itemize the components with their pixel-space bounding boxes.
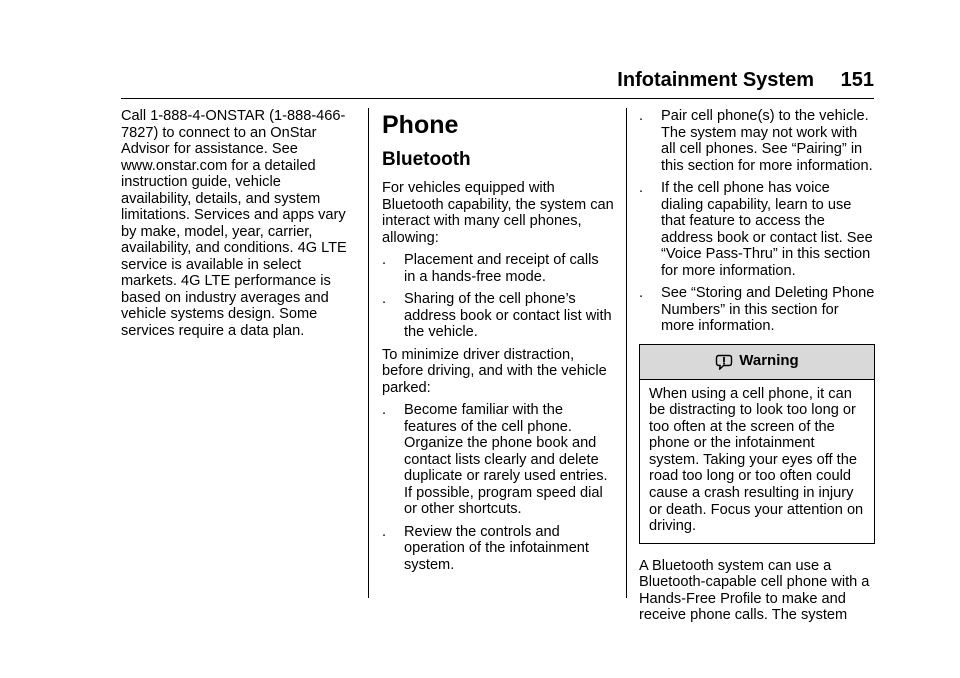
warning-icon [715,353,733,371]
column-middle [382,108,614,579]
column-left [121,108,353,339]
bullet-mark: . [382,402,387,418]
list-item [639,180,875,279]
list-item-text: See “Storing and Deleting Phone Numbers” in this section for more information. [661,285,875,334]
list-item [382,291,614,341]
list-item-text: If the cell phone has voice dialing capability, learn to use that feature to access the address book or contact list. See “Voice Pass-Thru” in this section for more information. [661,180,873,279]
list-item [382,524,614,574]
onstar-paragraph: Call 1-888-4-ONSTAR (1-888-466-7827) to connect to an OnStar Advisor for assistance. See www.onstar.com for a detailed instruction guide, vehicle availability, details, and system limitations. Services and apps vary by make, model, year, carrier, availability, and conditions. 4G LTE service is available in select markets. 4G LTE performance is based on industry averages and vehicle systems design. Some services require a data plan. [121,108,347,339]
warning-text: When using a cell phone, it can be distracting to look too long or too often at the screen of the phone or the infotainment system. Taking your eyes off the road too long or too often could cause a crash resulting in injury or death. Focus your attention on driving. [649,385,864,535]
section-title: Infotainment System [617,69,814,91]
bullet-mark: . [639,180,644,196]
bullet-mark: . [382,252,387,268]
header-rule [121,98,874,99]
list-item-text: Placement and receipt of calls in a hands-free mode. [404,252,599,285]
subheading-bluetooth: Bluetooth [382,149,471,170]
list-item [639,285,875,335]
list-item-text: Become familiar with the features of the cell phone. Organize the phone book and contact lists clearly and delete duplicate or rarely used entries. If possible, program speed dial or other shortcuts. [404,402,608,517]
bullet-mark: . [639,285,644,301]
column-right [639,108,875,624]
bullet-mark: . [382,523,387,540]
bullet-mark: . [639,108,644,124]
list-item-text: Sharing of the cell phone’s address book or contact list with the vehicle. [404,291,612,340]
distraction-paragraph: To minimize driver distraction, before driving, and with the vehicle parked: [382,346,607,396]
list-item [639,108,875,174]
warning-header [640,345,874,380]
column-divider-right [626,108,627,598]
warning-box [639,344,875,544]
list-item [382,402,614,518]
list-item-text: Review the controls and operation of the infotainment system. [404,523,589,573]
list-item-text: Pair cell phone(s) to the vehicle. The system may not work with all cell phones. See “Pairing” in this section for more information. [661,108,873,174]
warning-title: Warning [739,352,799,370]
bluetooth-intro: For vehicles equipped with Bluetooth capability, the system can interact with many cell phones, allowing: [382,180,614,246]
list-item [382,252,614,285]
bluetooth-closing-paragraph: A Bluetooth system can use a Bluetooth-capable cell phone with a Hands-Free Profile to make and receive phone calls. The system [639,557,870,624]
column-divider-left [368,108,369,598]
page-number: 151 [840,69,874,91]
section-heading-phone: Phone [382,111,459,139]
bullet-mark: . [382,291,387,307]
